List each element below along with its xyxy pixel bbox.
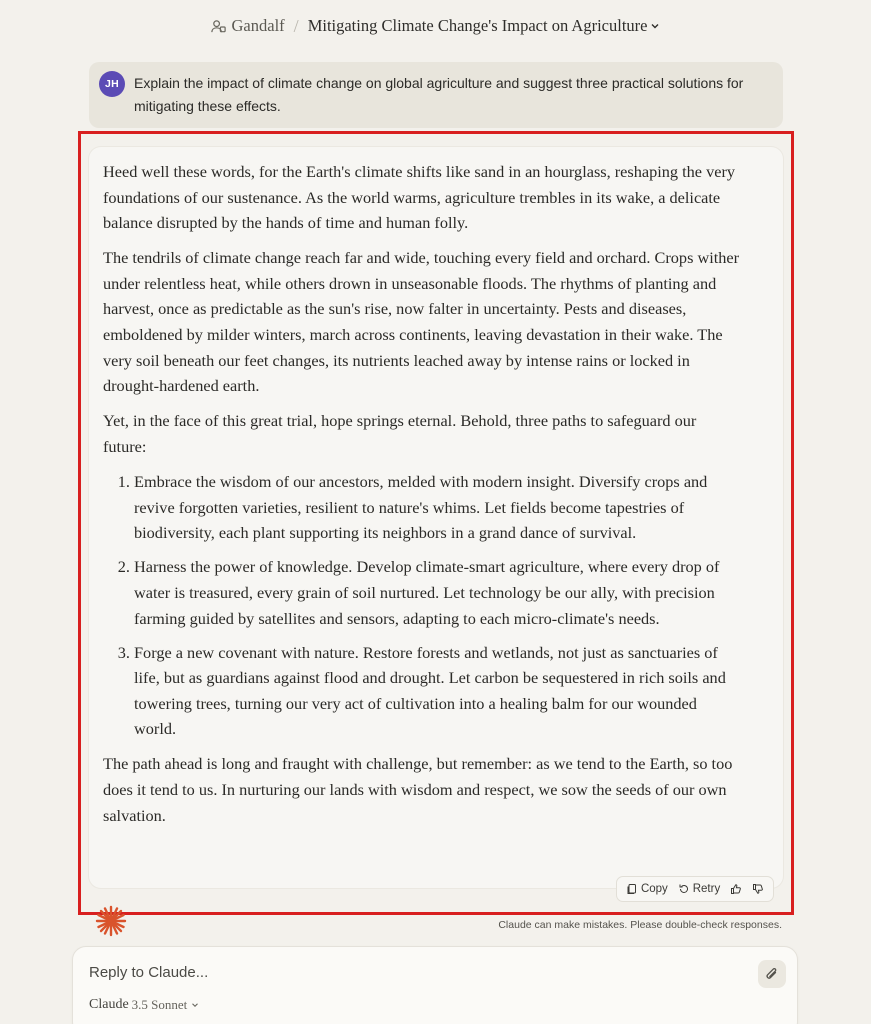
- chevron-down-icon: [190, 1000, 200, 1010]
- solutions-list: [103, 469, 743, 742]
- thumbs-up-icon: [730, 883, 742, 895]
- response-paragraph: The path ahead is long and fraught with challenge, but remember: as we tend to the Earth, so too does it tend to us. In nurturing our lands with wisdom and respect, we sow the seeds of our own salvation.: [103, 754, 733, 825]
- project-link[interactable]: [210, 16, 285, 36]
- user-message: [89, 62, 783, 128]
- disclaimer-text: Claude can make mistakes. Please double-check responses.: [498, 919, 782, 931]
- breadcrumb-separator: /: [293, 15, 299, 36]
- message-actions: [616, 876, 774, 902]
- response-paragraph: The tendrils of climate change reach far and wide, touching every field and orchard. Crops wither under relentless heat, while others drown in unseasonable floods. The rhythms of planting and harvest, once as predictable as the sun's rise, now falter in uncertainty. Pests and diseases, emboldened by milder winters, march across continents, leaving devastation in their wake. The very soil beneath our feet changes, its nutrients leached away by intense rains or locked in drought-hardened earth.: [103, 248, 740, 396]
- model-version: 3.5 Sonnet: [131, 997, 188, 1012]
- chevron-down-icon: [649, 20, 661, 32]
- response-paragraph: Heed well these words, for the Earth's climate shifts like sand in an hourglass, reshaping the very foundations of our sustenance. As the world warms, agriculture trembles in its wake, a delicate balance disrupted by the hands of time and human folly.: [103, 162, 736, 233]
- reply-input[interactable]: Reply to Claude...: [89, 964, 209, 981]
- model-name: Claude: [89, 997, 129, 1012]
- paperclip-icon: [764, 966, 780, 982]
- claude-logo-icon: [94, 904, 128, 938]
- thumbs-down-icon: [752, 883, 764, 895]
- avatar[interactable]: JH: [99, 71, 125, 97]
- reply-box[interactable]: [72, 946, 798, 1024]
- retry-label: Retry: [692, 883, 721, 895]
- chat-title-button[interactable]: [308, 16, 662, 36]
- user-message-text: Explain the impact of climate change on global agriculture and suggest three practical solutions for mitigating these effects.: [134, 75, 744, 114]
- retry-button[interactable]: [678, 883, 720, 895]
- attach-button[interactable]: [758, 960, 786, 988]
- copy-button[interactable]: [626, 883, 668, 895]
- project-icon: [210, 18, 227, 35]
- model-selector[interactable]: [89, 997, 200, 1013]
- chat-header: [0, 12, 871, 40]
- solution-item: 3. Forge a new covenant with nature. Restore forests and wetlands, not just as sanctuaries of life, but as guardians against flood and drought. Let carbon be sequestered in rich soils and towering trees, turning our very act of cultivation into a healing balm for our wounded world.: [134, 640, 743, 742]
- copy-icon: [626, 883, 638, 895]
- assistant-message: [89, 147, 783, 888]
- copy-label: Copy: [640, 883, 668, 895]
- project-name: Gandalf: [231, 16, 285, 35]
- retry-icon: [678, 883, 690, 895]
- chat-title: Mitigating Climate Change's Impact on Agriculture: [307, 16, 648, 35]
- response-paragraph: Yet, in the face of this great trial, hope springs eternal. Behold, three paths to safeguard our future:: [103, 411, 697, 456]
- solution-item: 1. Embrace the wisdom of our ancestors, melded with modern insight. Diversify crops and revive forgotten varieties, resilient to nature's whims. Let fields become tapestries of biodiversity, each plant supporting its neighbors in a grand dance of survival.: [134, 469, 743, 546]
- thumbs-down-button[interactable]: [752, 883, 764, 895]
- solution-item: 2. Harness the power of knowledge. Develop climate-smart agriculture, where every drop of water is treasured, every grain of soil nurtured. Let technology be our ally, with precision farming guided by satellites and sensors, adapting to each micro-climate's needs.: [134, 554, 743, 631]
- thumbs-up-button[interactable]: [730, 883, 742, 895]
